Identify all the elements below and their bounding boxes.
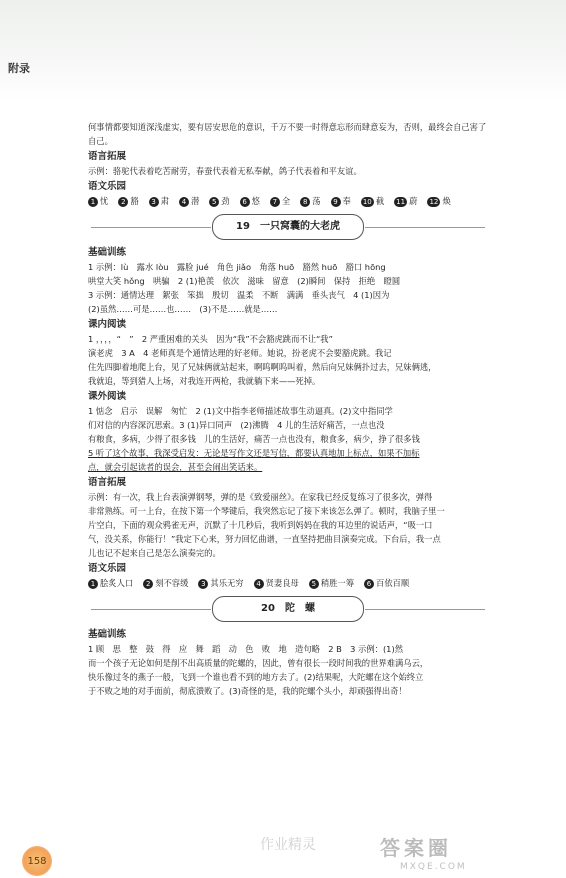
reading-line: 住先四脚着地爬上台，见了兄妹俩就站起来，啊呜啊呜叫着，然后向兄妹俩扑过去，兄妹俩逃， — [88, 362, 437, 372]
answer-content — [88, 120, 488, 698]
answer-item — [361, 194, 384, 208]
number-badge: 4 — [254, 579, 264, 589]
basic-line: 快乐像过冬的燕子一般，飞到一个谁也看不到的地方去了。(2)结果呢，大陀螺在这个始终立 — [88, 672, 424, 682]
lang-expand-text: 儿也记不起来自己是怎么演奏完的。 — [88, 548, 221, 558]
number-badge: 8 — [300, 197, 310, 207]
reading-line: 点，就会引起读者的误会，甚至会闹出笑话来。 — [88, 462, 263, 472]
answer-text: 肃 — [160, 196, 169, 206]
in-class-reading-heading: 课内阅读 — [88, 319, 127, 330]
chapter-number: 19 — [236, 221, 250, 232]
reading-line: 1 惦念 启示 误解 匆忙 2 (1)文中指李老师描述故事生动逼真。(2)文中指同学 — [88, 406, 393, 416]
answer-item — [254, 576, 299, 590]
reading-line: 演老虎 3 A 4 老师真是个通情达理的好老师。她说，扮老虎不会要豁虎跳。我记 — [88, 348, 392, 358]
chapter-20-banner — [212, 596, 364, 622]
basic-line: 于不败之地的对手面前，彻底溃败了。(3)奇怪的是，我的陀螺个头小，却顽强得出奇！ — [88, 686, 407, 696]
reading-line: 1 ，，，，“ ” 2 严重困难的关头 因为“我”不会豁虎跳而不让“我” — [88, 334, 333, 344]
chapter-title: 一只窝囊的大老虎 — [259, 221, 340, 232]
answer-item — [300, 194, 320, 208]
basic-training-heading: 基础训练 — [88, 629, 127, 640]
chapter-number: 20 — [261, 603, 275, 614]
lang-expand-heading: 语言拓展 — [88, 151, 127, 162]
number-badge: 5 — [309, 579, 319, 589]
number-badge: 12 — [427, 197, 440, 207]
number-badge: 5 — [209, 197, 219, 207]
number-badge: 10 — [361, 197, 374, 207]
answer-text: 焕 — [442, 196, 451, 206]
reading-line: 5 听了这个故事，我深受启发：无论是写作文还是写信，都要认真地加上标点，如果不加标 — [88, 448, 420, 458]
answer-text: 全 — [281, 196, 291, 206]
reading-line: 我就追，等到猎人上场，对我连开两枪，我就躺下来——死掉。 — [88, 376, 321, 386]
answer-text: 奉 — [342, 196, 351, 206]
answer-item — [394, 194, 417, 208]
basic-training-heading: 基础训练 — [88, 247, 127, 258]
answer-item — [88, 194, 108, 208]
chapter-title: 陀 螺 — [284, 603, 315, 614]
lang-expand-text: 示例：骆驼代表着吃苦耐劳，春蚕代表着无私奉献，鸽子代表着和平友谊。 — [88, 166, 362, 176]
header-band — [0, 0, 566, 100]
answer-text: 稍胜一筹 — [320, 578, 355, 588]
watermark-text: 作业精灵 — [260, 837, 316, 853]
reading-line: 们对信的内容深沉思索。3 (1)异口同声 (2)沸腾 4 儿的生活好痛苦，一点也没 — [88, 420, 385, 430]
number-badge: 6 — [240, 197, 250, 207]
answer-item — [240, 194, 260, 208]
answer-text: 贤妻良母 — [265, 578, 299, 588]
basic-line: (2)虽然……可是……也…… (3)不是……就是…… — [88, 304, 278, 314]
basic-line: 1 顾 思 整 鼓 得 应 舞 蹈 动 色 败 地 造句略 2 B 3 示例：(1)然 — [88, 644, 403, 654]
answer-text: 豁 — [130, 196, 139, 206]
answer-text: 其乐无穷 — [210, 578, 244, 588]
number-badge: 3 — [149, 197, 159, 207]
answer-text: 潜 — [190, 196, 200, 206]
answer-item — [270, 194, 290, 208]
paradise-heading: 语文乐园 — [88, 563, 127, 574]
answer-item — [427, 194, 450, 208]
lang-expand-text: 非常熟练。可一上台，在按下第一个琴键后，我突然忘记了接下来该怎么弹了。顿时，我脑子里一 — [88, 506, 445, 516]
lang-expand-text: 示例：有一次，我上台表演弹钢琴，弹的是《致爱丽丝》。在家我已经反复练习了很多次，弹得 — [88, 492, 433, 502]
answer-text: 脍炙人口 — [100, 578, 134, 588]
number-badge: 7 — [270, 197, 280, 207]
reading-line: 有粮食，多病，少得了很多钱 儿的生活好，痛苦一点也没有，粮食多，病少，挣了很多钱 — [88, 434, 420, 444]
page-number: 158 — [22, 846, 52, 876]
number-badge: 6 — [364, 579, 374, 589]
number-badge: 1 — [88, 197, 98, 207]
out-class-reading-heading: 课外阅读 — [88, 391, 127, 402]
number-badge: 2 — [143, 579, 153, 589]
answer-item — [364, 576, 409, 590]
number-badge: 9 — [331, 197, 341, 207]
lang-expand-text: 气，没关系，你能行！”我定下心来，努力回忆曲谱，一直坚持把曲目演奏完成。下台后，我一点 — [88, 534, 441, 544]
basic-line: 3 示例：通情达理 絮张 笨拙 殷切 温柔 不断 满满 垂头丧气 4 (1)因为 — [88, 290, 390, 300]
answer-text: 荡 — [312, 196, 321, 206]
answer-text: 刻不容缓 — [155, 578, 189, 588]
answer-item — [309, 576, 354, 590]
number-badge: 2 — [118, 197, 128, 207]
number-badge: 1 — [88, 579, 98, 589]
answer-item — [209, 194, 229, 208]
answer-text: 蔚 — [409, 196, 418, 206]
answer-item — [149, 194, 169, 208]
answer-item — [179, 194, 199, 208]
answer-item — [88, 576, 133, 590]
answer-item — [118, 194, 138, 208]
answer-item — [198, 576, 243, 590]
answer-text: 悠 — [251, 196, 260, 206]
answer-text: 截 — [375, 196, 385, 206]
lang-expand-text: 片空白，下面的观众鸦雀无声，沉默了十几秒后，我听到妈妈在我的耳边里的说话声，“吸一口 — [88, 520, 433, 530]
number-badge: 4 — [179, 197, 189, 207]
answer-item — [143, 576, 188, 590]
number-badge: 11 — [394, 197, 407, 207]
answer-text: 忧 — [100, 196, 109, 206]
intro-paragraph: 何事情都要知道深浅虚实，要有居安思危的意识，千万不要一时得意忘形而肆意妄为，否则，最终会自己害了自己。 — [88, 122, 487, 146]
lang-expand-heading: 语言拓展 — [88, 477, 127, 488]
basic-line: 1 示例：lù 露水 lòu 露脸 jué 角色 jiǎo 角落 huō 豁然 huō 豁口 hōng — [88, 262, 386, 272]
paradise-list — [88, 194, 488, 208]
chapter-19-banner — [212, 214, 364, 240]
number-badge: 3 — [198, 579, 208, 589]
stamp-logo: 答案圈 — [380, 836, 452, 860]
answer-text: 百依百顺 — [376, 578, 410, 588]
section-label: 附录 — [8, 62, 30, 75]
paradise-heading: 语文乐园 — [88, 181, 127, 192]
basic-line: 哄堂大笑 hǒng 哄骗 2 (1)艳羡 依次 滋味 留意 (2)瞬间 保持 拒绝 瞪圆 — [88, 276, 401, 286]
answer-text: 劲 — [221, 196, 230, 206]
stamp-url: MXQE.COM — [400, 862, 467, 872]
paradise-list — [88, 576, 488, 590]
basic-line: 而一个孩子无论如何是削不出高质量的陀螺的，因此，曾有很长一段时间我的世界难满乌云， — [88, 658, 429, 668]
answer-item — [331, 194, 351, 208]
